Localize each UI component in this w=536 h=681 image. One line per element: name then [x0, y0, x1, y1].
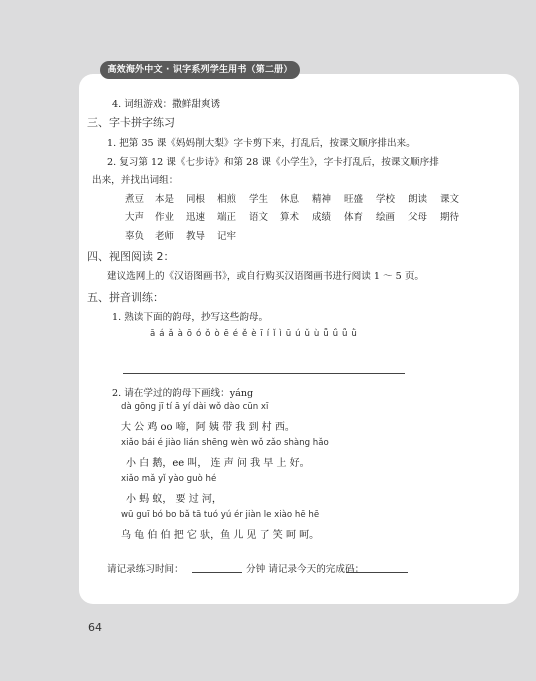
word-item: 课文 [440, 194, 460, 205]
word-item: 成绩 [312, 212, 332, 223]
word-item: 记牢 [217, 231, 237, 242]
section-5-item-2: 2. 请在学过的韵母下画线：yáng [112, 388, 254, 399]
word-item: 期待 [440, 212, 460, 223]
hanzi-line-3: 小 蚂 蚁， 要 过 河， [126, 494, 222, 505]
item-4: 4. 词组游戏：撒鲜甜爽诱 [112, 99, 221, 110]
word-item: 学校 [376, 194, 396, 205]
word-item: 休息 [280, 194, 300, 205]
word-item: 旺盛 [344, 194, 364, 205]
practice-time-label: 请记录练习时间： [107, 564, 184, 575]
word-item: 父母 [408, 212, 428, 223]
word-item: 煮豆 [125, 194, 145, 205]
hanzi-line-4: 乌 龟 伯 伯 把 它 驮，鱼 儿 见 了 笑 呵 呵。 [121, 530, 320, 541]
section-3-title: 三、字卡拼字练习 [87, 116, 175, 129]
word-item: 同根 [186, 194, 206, 205]
book-header: 高效海外中文 · 识字系列学生用书（第二册） [100, 61, 300, 79]
word-item: 教导 [186, 231, 206, 242]
completion-code-field[interactable] [346, 572, 408, 573]
section-3-item-1: 1. 把第 35 课《妈妈削大梨》字卡剪下来，打乱后，按课文顺序排出来。 [107, 138, 416, 149]
section-5-item-1: 1. 熟读下面的韵母，抄写这些韵母。 [112, 312, 269, 323]
page-number: 64 [88, 621, 102, 634]
word-item: 本是 [155, 194, 175, 205]
pinyin-line-2: xiǎo bái é jiào lián shēng wèn wǒ zǎo shàng hǎo [121, 438, 329, 448]
word-item: 端正 [217, 212, 237, 223]
word-item: 语文 [249, 212, 269, 223]
word-item: 绘画 [376, 212, 396, 223]
copy-line[interactable] [123, 373, 405, 374]
section-4-title: 四、视图阅读 2： [87, 250, 175, 263]
section-5-title: 五、拼音训练： [87, 291, 164, 304]
section-4-item: 建议选网上的《汉语图画书》，或自行购买汉语图画书进行阅读 1 ～ 5 页。 [107, 271, 425, 282]
finals-list: ā á ǎ à ō ó ǒ ò ē é ě è ī í ǐ ì ū ú ǔ ù ǖ ǘ ǚ ǜ [150, 329, 358, 339]
word-item: 大声 [125, 212, 145, 223]
practice-time-field[interactable] [192, 572, 242, 573]
pinyin-line-1: dà gōng jī tí ā yí dài wǒ dào cūn xī [121, 402, 269, 412]
pinyin-line-3: xiǎo mǎ yǐ yào guò hé [121, 474, 217, 484]
section-3-item-2-cont: 出来，并找出词组： [92, 175, 179, 186]
hanzi-line-2: 小 白 鹅，ee 叫， 连 声 问 我 早 上 好。 [126, 458, 310, 469]
word-item: 老师 [155, 231, 175, 242]
word-item: 精神 [312, 194, 332, 205]
word-item: 迅速 [186, 212, 206, 223]
word-item: 相煎 [217, 194, 237, 205]
completion-code-label: 分钟 请记录今天的完成码： [246, 564, 365, 575]
word-item: 算术 [280, 212, 300, 223]
word-item: 辜负 [125, 231, 145, 242]
word-item: 作业 [155, 212, 175, 223]
pinyin-line-4: wū guī bó bo bǎ tā tuó yú ér jiàn le xiào hē hē [121, 510, 320, 520]
section-3-item-2: 2. 复习第 12 课《七步诗》和第 28 课《小学生》，字卡打乱后，按课文顺序排 [107, 157, 439, 168]
word-item: 朗读 [408, 194, 428, 205]
word-item: 体育 [344, 212, 364, 223]
word-item: 学生 [249, 194, 269, 205]
hanzi-line-1: 大 公 鸡 oo 啼，阿 姨 带 我 到 村 西。 [121, 422, 295, 433]
